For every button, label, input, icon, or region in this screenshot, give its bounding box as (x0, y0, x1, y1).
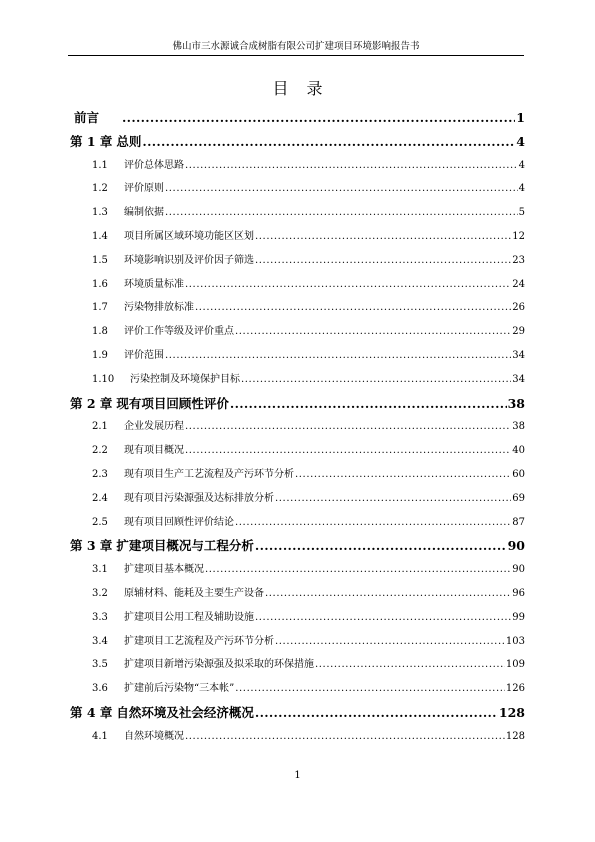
toc-entry-title: 评价原则 (124, 183, 164, 195)
toc-entry-title: 现有项目生产工艺流程及产污环节分析 (124, 468, 294, 480)
toc-entry-number: 4.1 (92, 730, 108, 742)
running-header: 佛山市三水源诚合成树脂有限公司扩建项目环境影响报告书 (172, 41, 420, 52)
dot-leader (185, 154, 518, 178)
toc-entry-number: 第 2 章 (70, 395, 113, 411)
toc-section-entry[interactable] (70, 606, 525, 630)
toc-entry-number: 3.5 (92, 659, 108, 671)
toc-chapter-entry[interactable] (70, 106, 525, 130)
dot-leader (230, 392, 507, 416)
toc-chapter-entry[interactable] (70, 130, 525, 154)
toc-entry-page: 5 (518, 207, 525, 219)
toc-entry-page: 38 (507, 395, 525, 411)
toc-entry-title: 评价范围 (124, 349, 164, 361)
toc-entry-page: 1 (516, 110, 525, 125)
toc-section-entry[interactable] (70, 511, 525, 535)
toc-entry-number: 2.3 (92, 468, 108, 480)
toc-entry-number: 1.8 (92, 326, 108, 338)
toc-entry-number: 3.2 (92, 587, 108, 599)
table-of-contents (70, 106, 525, 749)
toc-entry-title: 环境质量标准 (124, 278, 184, 290)
toc-section-entry[interactable] (70, 320, 525, 344)
toc-entry-page: 87 (512, 516, 525, 528)
toc-entry-page: 128 (505, 730, 525, 742)
toc-entry-title: 原辅材料、能耗及主要生产设备 (124, 587, 264, 599)
toc-section-entry[interactable] (70, 249, 525, 273)
toc-entry-title: 编制依据 (124, 207, 164, 219)
toc-entry-page: 24 (512, 278, 525, 290)
toc-entry-number: 第 4 章 (70, 704, 113, 720)
toc-entry-number: 2.4 (92, 492, 108, 504)
toc-entry-page: 126 (505, 683, 525, 695)
toc-entry-title: 现有项目概况 (124, 445, 184, 457)
toc-entry-number: 2.1 (92, 421, 108, 433)
toc-entry-title: 自然环境及社会经济概况 (116, 704, 254, 720)
dot-leader (142, 130, 515, 154)
toc-section-entry[interactable] (70, 177, 525, 201)
toc-entry-number: 1.7 (92, 302, 108, 314)
toc-entry-page: 109 (505, 659, 525, 671)
dot-leader (275, 487, 511, 511)
toc-section-entry[interactable] (70, 487, 525, 511)
header-rule (68, 55, 524, 56)
toc-chapter-entry[interactable] (70, 392, 525, 416)
toc-entry-page: 103 (505, 635, 525, 647)
toc-section-entry[interactable] (70, 630, 525, 654)
toc-entry-page: 29 (512, 326, 525, 338)
toc-entry-page: 90 (507, 538, 525, 554)
toc-section-entry[interactable] (70, 273, 525, 297)
dot-leader (265, 582, 511, 606)
toc-entry-title: 评价总体思路 (124, 159, 184, 171)
toc-entry-number: 1.1 (92, 159, 108, 171)
toc-entry-number: 第 3 章 (70, 538, 113, 554)
toc-entry-title: 污染控制及环境保护目标 (130, 373, 240, 385)
dot-leader (235, 677, 505, 701)
toc-entry-page: 40 (512, 445, 525, 457)
toc-entry-page: 99 (512, 611, 525, 623)
toc-entry-number: 1.9 (92, 349, 108, 361)
toc-entry-title: 扩建项目新增污染源强及拟采取的环保措施 (124, 659, 314, 671)
toc-section-entry[interactable] (70, 296, 525, 320)
toc-section-entry[interactable] (70, 725, 525, 749)
toc-entry-title: 扩建项目工艺流程及产污环节分析 (124, 635, 274, 647)
toc-entry-page: 60 (512, 468, 525, 480)
dot-leader (315, 653, 505, 677)
toc-entry-page: 23 (512, 254, 525, 266)
dot-leader (165, 344, 511, 368)
toc-entry-title: 企业发展历程 (124, 421, 184, 433)
dot-leader (122, 106, 515, 130)
dot-leader (165, 201, 518, 225)
toc-entry-page: 96 (512, 587, 525, 599)
page-title: 目录 (272, 79, 341, 98)
toc-entry-title: 现有项目污染源强及达标排放分析 (124, 492, 274, 504)
dot-leader (185, 725, 505, 749)
dot-leader (195, 296, 511, 320)
toc-entry-number: 1.3 (92, 207, 108, 219)
toc-entry-page: 34 (512, 373, 525, 385)
toc-entry-title: 扩建项目公用工程及辅助设施 (124, 611, 254, 623)
toc-entry-number: 1.2 (92, 183, 108, 195)
toc-section-entry[interactable] (70, 415, 525, 439)
toc-entry-title: 总则 (116, 133, 142, 149)
dot-leader (165, 177, 518, 201)
toc-section-entry[interactable] (70, 225, 525, 249)
toc-entry-title: 环境影响识别及评价因子筛选 (124, 254, 254, 266)
dot-leader (205, 558, 511, 582)
toc-entry-page: 34 (512, 349, 525, 361)
dot-leader (185, 273, 511, 297)
toc-entry-title: 现有项目回顾性评价结论 (124, 516, 234, 528)
dot-leader (255, 701, 498, 725)
toc-chapter-entry[interactable] (70, 701, 525, 725)
dot-leader (255, 534, 507, 558)
toc-entry-page: 90 (512, 564, 525, 576)
toc-entry-page: 12 (512, 230, 525, 242)
toc-entry-number: 第 1 章 (70, 133, 113, 149)
toc-entry-number: 3.3 (92, 611, 108, 623)
toc-section-entry[interactable] (70, 154, 525, 178)
dot-leader (185, 415, 511, 439)
toc-section-entry[interactable] (70, 201, 525, 225)
toc-section-entry[interactable] (70, 677, 525, 701)
dot-leader (235, 320, 511, 344)
toc-entry-number: 1.6 (92, 278, 108, 290)
dot-leader (255, 249, 511, 273)
toc-entry-title: 项目所属区域环境功能区区划 (124, 230, 254, 242)
toc-entry-page: 38 (512, 421, 525, 433)
toc-section-entry[interactable] (70, 558, 525, 582)
toc-entry-page: 128 (498, 704, 525, 720)
toc-section-entry[interactable] (70, 368, 525, 392)
toc-entry-title: 前言 (74, 110, 100, 125)
toc-entry-title: 扩建前后污染物“三本帐” (124, 683, 235, 695)
dot-leader (241, 368, 511, 392)
toc-entry-title: 污染物排放标准 (124, 302, 194, 314)
toc-entry-number: 3.6 (92, 683, 108, 695)
toc-section-entry[interactable] (70, 653, 525, 677)
toc-section-entry[interactable] (70, 463, 525, 487)
toc-entry-title: 扩建项目基本概况 (124, 564, 204, 576)
toc-entry-page: 4 (516, 133, 525, 149)
toc-entry-number: 3.4 (92, 635, 108, 647)
toc-entry-title: 评价工作等级及评价重点 (124, 326, 234, 338)
dot-leader (185, 439, 511, 463)
toc-entry-number: 1.4 (92, 230, 108, 242)
toc-entry-number: 2.2 (92, 445, 108, 457)
toc-entry-number: 3.1 (92, 564, 108, 576)
dot-leader (275, 630, 505, 654)
toc-entry-page: 69 (512, 492, 525, 504)
toc-entry-title: 扩建项目概况与工程分析 (116, 538, 254, 554)
toc-entry-page: 4 (518, 159, 525, 171)
dot-leader (235, 511, 511, 535)
toc-chapter-entry[interactable] (70, 534, 525, 558)
toc-entry-number: 2.5 (92, 516, 108, 528)
toc-section-entry[interactable] (70, 582, 525, 606)
toc-section-entry[interactable] (70, 344, 525, 368)
toc-entry-number: 1.5 (92, 254, 108, 266)
toc-entry-page: 4 (518, 183, 525, 195)
dot-leader (255, 606, 511, 630)
toc-section-entry[interactable] (70, 439, 525, 463)
dot-leader (295, 463, 511, 487)
toc-entry-title: 自然环境概况 (124, 730, 184, 742)
page-number: 1 (294, 770, 301, 781)
dot-leader (255, 225, 511, 249)
toc-entry-page: 26 (512, 302, 525, 314)
toc-entry-title: 现有项目回顾性评价 (116, 395, 229, 411)
toc-entry-number: 1.10 (92, 373, 115, 385)
